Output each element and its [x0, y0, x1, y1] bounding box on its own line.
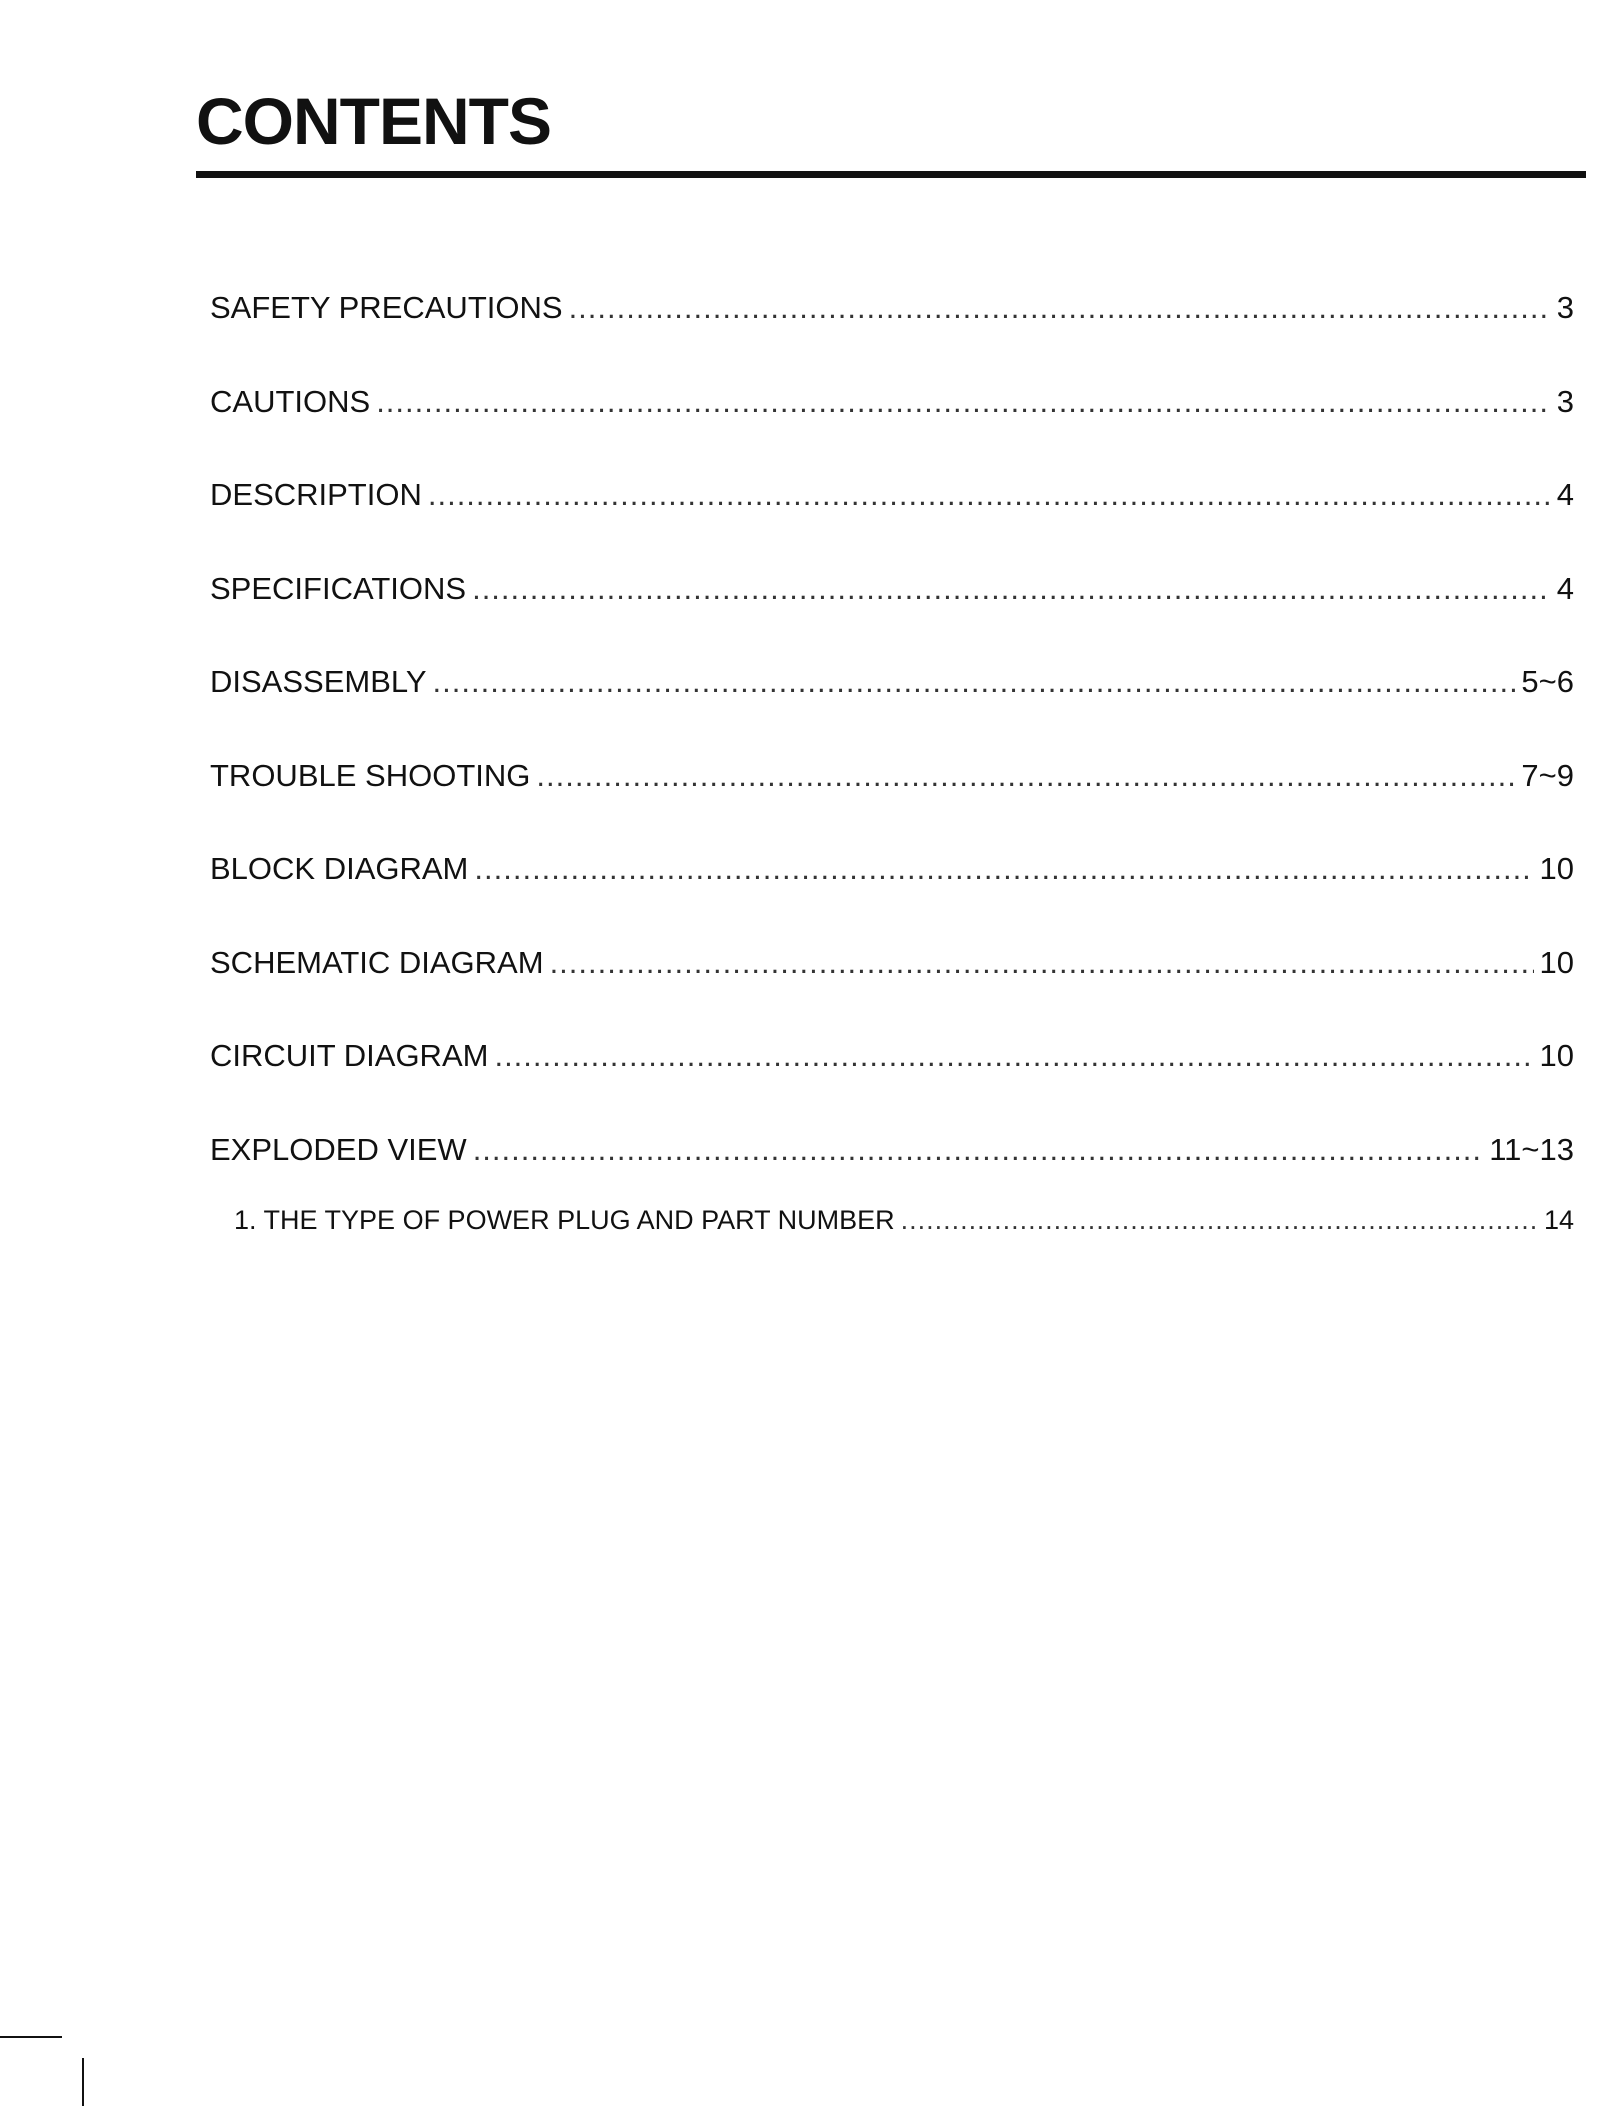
toc-entry-label: DISASSEMBLY	[210, 664, 427, 699]
dot-leader	[376, 384, 1551, 420]
toc-entry-label: EXPLODED VIEW	[210, 1131, 467, 1167]
dot-leader	[494, 1038, 1533, 1074]
crop-mark-vertical	[82, 2058, 84, 2106]
toc-entry-label: BLOCK DIAGRAM	[210, 851, 469, 886]
dot-leader	[550, 945, 1534, 981]
crop-mark-horizontal	[0, 2036, 62, 2038]
toc-entry-label: CIRCUIT DIAGRAM	[210, 1038, 489, 1073]
toc-entry-disassembly[interactable]	[210, 664, 1574, 758]
toc-entry-page: 3	[1556, 383, 1574, 419]
toc-entry-cautions[interactable]	[210, 384, 1574, 478]
dot-leader	[433, 664, 1516, 700]
dot-leader	[428, 477, 1551, 513]
toc-entry-label: SAFETY PRECAUTIONS	[210, 290, 563, 325]
toc-entry-label: TROUBLE SHOOTING	[210, 757, 531, 793]
toc-entry-description[interactable]	[210, 477, 1574, 571]
toc-entry-page: 4	[1556, 477, 1574, 512]
toc-entry-page: 11~13	[1489, 1131, 1574, 1167]
toc-entry-schematic-diagram[interactable]	[210, 945, 1574, 1039]
dot-leader	[901, 1205, 1538, 1236]
dot-leader	[569, 290, 1551, 326]
dot-leader	[536, 758, 1515, 794]
toc-entry-page: 3	[1556, 290, 1574, 325]
toc-entry-page: 10	[1539, 851, 1574, 886]
toc-entry-circuit-diagram[interactable]	[210, 1038, 1574, 1132]
toc-entry-page: 5~6	[1521, 664, 1574, 699]
page-title: CONTENTS	[196, 84, 551, 158]
table-of-contents	[210, 290, 1574, 1265]
toc-entry-label: DESCRIPTION	[210, 477, 422, 512]
toc-entry-page: 14	[1543, 1205, 1574, 1235]
dot-leader	[472, 571, 1551, 607]
toc-entry-block-diagram[interactable]	[210, 851, 1574, 945]
toc-entry-label: SPECIFICATIONS	[210, 570, 467, 606]
toc-entry-label: 1. THE TYPE OF POWER PLUG AND PART NUMBER	[234, 1205, 895, 1235]
toc-subentry-power-plug[interactable]	[210, 1205, 1574, 1265]
toc-entry-specifications[interactable]	[210, 571, 1574, 665]
toc-entry-label: SCHEMATIC DIAGRAM	[210, 944, 544, 980]
title-rule	[196, 171, 1586, 178]
dot-leader	[473, 1132, 1484, 1168]
toc-entry-label: CAUTIONS	[210, 383, 371, 419]
dot-leader	[474, 851, 1533, 887]
toc-entry-page: 4	[1556, 570, 1574, 606]
toc-entry-safety-precautions[interactable]	[210, 290, 1574, 384]
toc-entry-page: 10	[1539, 944, 1574, 980]
toc-entry-page: 7~9	[1521, 757, 1574, 793]
toc-entry-trouble-shooting[interactable]	[210, 758, 1574, 852]
toc-entry-page: 10	[1539, 1038, 1574, 1073]
